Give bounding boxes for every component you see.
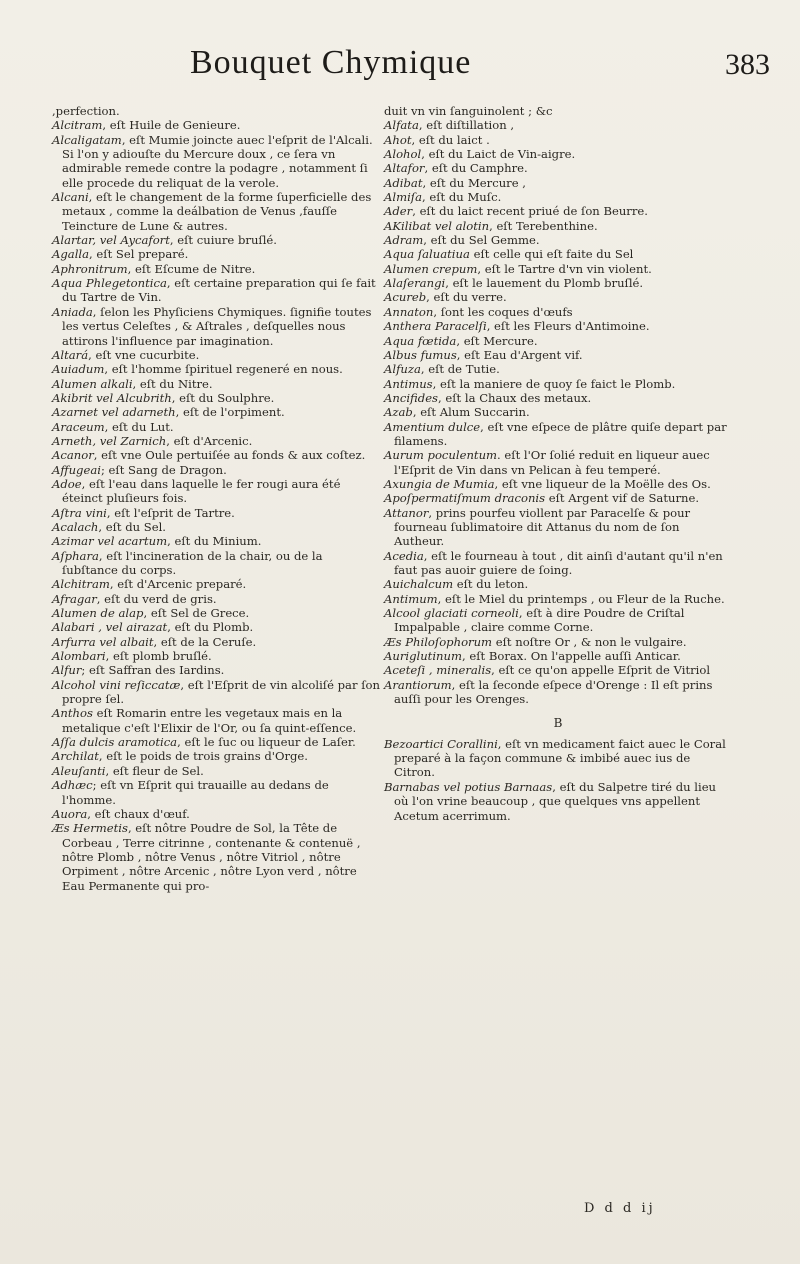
entry-term: AKilibat vel alotin xyxy=(384,218,490,233)
glossary-entry xyxy=(384,262,732,276)
entry-term: Acureb xyxy=(384,290,427,305)
entry-definition: , eſt du Soulphre. xyxy=(171,390,275,405)
entry-definition: , eſt de la Ceruſe. xyxy=(153,634,257,649)
entry-definition: , eſt Alum Succarin. xyxy=(412,405,530,420)
entry-definition: ,perfection. xyxy=(52,104,120,118)
entry-definition: , eſt Borax. On l'appelle auſſi Anticar. xyxy=(461,649,681,664)
entry-definition: , eſt Sel de Grece. xyxy=(143,606,250,621)
entry-definition: , prins pourfeu viollent par Paracelſe & pour fourneau ſublimatoire dit Attanus du nom de ſon Autheur. xyxy=(394,505,691,549)
glossary-entry xyxy=(52,606,382,620)
glossary-entry xyxy=(384,190,732,204)
entry-definition: , eſt du Muſc. xyxy=(422,190,502,205)
glossary-entry xyxy=(384,176,732,190)
glossary-entry xyxy=(52,420,382,434)
glossary-entry xyxy=(384,606,732,635)
glossary-entry xyxy=(52,362,382,376)
entry-definition: , eſt plomb bruſlé. xyxy=(105,649,212,664)
glossary-entry xyxy=(384,319,732,333)
glossary-entry xyxy=(384,204,732,218)
entry-definition: , eſt du laict . xyxy=(411,132,490,147)
entry-term: Acedia xyxy=(384,548,424,563)
entry-term: Alumen alkali xyxy=(52,376,133,391)
entry-term: Adhæc xyxy=(52,778,93,793)
glossary-entry xyxy=(384,405,732,419)
entry-term: Adram xyxy=(384,233,424,248)
entry-definition: , eſt le Miel du printemps , ou Fleur de la Ruche. xyxy=(437,591,725,606)
entry-term: Araceum xyxy=(52,419,105,434)
entry-term: Aleuſanti xyxy=(52,763,106,778)
glossary-entry xyxy=(384,506,732,549)
entry-definition: , eſt du Camphre. xyxy=(424,161,528,176)
glossary-entry xyxy=(384,219,732,233)
entry-term: Ancifides xyxy=(384,390,439,405)
entry-definition: , eſt chaux d'œuf. xyxy=(87,806,190,821)
entry-definition: , eſt du laict recent priué de ſon Beurre. xyxy=(412,204,648,219)
entry-definition: , eſt vne cucurbite. xyxy=(88,347,200,362)
glossary-entry xyxy=(384,477,732,491)
entry-term: Aqua Phlegetontica xyxy=(52,276,167,291)
left-column xyxy=(52,104,382,893)
entry-definition: , eſt du Laict de Vin-aigre. xyxy=(421,147,576,162)
entry-definition: , eſt le lauement du Plomb bruſlé. xyxy=(445,276,644,291)
entry-term: Alcani xyxy=(52,190,89,205)
entry-definition: , eſt le ſuc ou liqueur de Laſer. xyxy=(177,735,356,750)
glossary-entry xyxy=(52,133,382,190)
entry-definition: , eſt le poids de trois grains d'Orge. xyxy=(98,749,308,764)
glossary-entry xyxy=(52,649,382,663)
entry-definition: , eſt Eau d'Argent vif. xyxy=(456,347,583,362)
glossary-entry xyxy=(384,348,732,362)
entry-term: Attanor xyxy=(384,505,429,520)
entry-term: Aſphara xyxy=(52,548,99,563)
entry-term: Alcitram xyxy=(52,118,103,133)
entry-definition: eſt Romarin entre les vegetaux mais en la metalique c'eſt l'Elixir de l'Or, ou ſa quint-eſſence. xyxy=(62,706,357,735)
entry-term: Apoſpermatiſmum draconis xyxy=(384,491,546,506)
glossary-entry xyxy=(52,377,382,391)
entry-definition: , eſt du verd de gris. xyxy=(96,591,217,606)
glossary-entry xyxy=(52,463,382,477)
glossary-entry xyxy=(52,190,382,233)
glossary-entry xyxy=(52,391,382,405)
glossary-entry xyxy=(52,506,382,520)
entry-definition: , eſt certaine preparation qui ſe fait du Tartre de Vin. xyxy=(62,276,376,305)
entry-term: Afragar xyxy=(52,591,97,606)
glossary-entry xyxy=(384,147,732,161)
glossary-entry xyxy=(384,635,732,649)
entry-term: Acalach xyxy=(52,519,99,534)
glossary-entry xyxy=(52,305,382,348)
glossary-entry xyxy=(52,104,382,118)
entry-definition: , eſt du Nitre. xyxy=(132,376,213,391)
entry-term: Alabari , vel airazat xyxy=(52,620,168,635)
entry-term: Almiſa xyxy=(384,190,422,205)
entry-term: Alcool glaciati corneoli xyxy=(384,606,519,621)
entry-definition: , eſt fleur de Sel. xyxy=(105,763,204,778)
entry-definition: , eſt nôtre Poudre de Sol, la Tête de Corbeau , Terre citrinne , contenante & contenuë , nôtre Plomb , nôtre Venus , nôtre Vitriol , nôtre Orpiment , nôtre Arcenic , nôtre Lyon verd , nôtre Eau Permanente qui pro- xyxy=(62,821,361,893)
glossary-entry xyxy=(52,764,382,778)
entry-term: Aſſa dulcis aramotica xyxy=(52,735,178,750)
entry-definition: , eſt le changement de la forme ſuperficielle des metaux , comme la deálbation de Venus ,fauſſe Teincture de Lune & autres. xyxy=(62,190,372,233)
entry-definition: , eſt l'Eſprit de vin alcoliſé par ſon propre ſel. xyxy=(62,677,380,707)
entry-term: Auiadum xyxy=(52,362,105,377)
entry-term: Anthos xyxy=(52,706,93,721)
glossary-entry xyxy=(52,233,382,247)
entry-definition: , eſt vne eſpece de plâtre quiſe depart par filamens. xyxy=(394,419,727,448)
glossary-entry xyxy=(52,549,382,578)
entry-definition: , eſt la Chaux des metaux. xyxy=(438,390,592,405)
entry-definition: , eſt du verre. xyxy=(426,290,507,305)
glossary-entry xyxy=(384,118,732,132)
glossary-entry xyxy=(384,420,732,449)
entry-term: Auriglutinum xyxy=(384,649,462,664)
glossary-entry xyxy=(52,706,382,735)
running-head: Bouquet Chymique xyxy=(190,44,472,81)
entry-term: Anthera Paracelſi xyxy=(384,319,487,334)
entry-term: Arantiorum xyxy=(384,677,452,692)
glossary-entry xyxy=(52,405,382,419)
glossary-entry xyxy=(384,233,732,247)
entry-definition: , eſt Sel preparé. xyxy=(89,247,189,262)
entry-term: Adoe xyxy=(52,476,82,491)
glossary-entry xyxy=(384,491,732,505)
glossary-entry xyxy=(52,807,382,821)
entry-definition: , eſt du Sel Gemme. xyxy=(423,233,540,248)
glossary-entry xyxy=(52,778,382,807)
entry-definition: , eſt de Tutie. xyxy=(420,362,500,377)
entry-definition: , eſt Eſcume de Nitre. xyxy=(127,261,256,276)
glossary-entry xyxy=(52,477,382,506)
glossary-entry xyxy=(384,334,732,348)
entry-term: Akibrit vel Alcubrith xyxy=(52,390,172,405)
entry-term: Æs Philoſophorum xyxy=(384,634,493,649)
glossary-entry xyxy=(384,104,732,118)
entry-definition: , eſt l'homme ſpirituel regeneré en nous. xyxy=(104,362,343,377)
entry-definition: ; eſt Sang de Dragon. xyxy=(100,462,227,477)
glossary-entry xyxy=(384,247,732,261)
entry-definition: , eſt vne Oule pertuiſée au fonds & aux coſtez. xyxy=(93,448,366,463)
glossary-entry xyxy=(384,290,732,304)
entry-definition: , eſt à dire Poudre de Criſtal Impalpable , claire comme Corne. xyxy=(394,606,685,635)
entry-term: Auora xyxy=(52,806,88,821)
entry-definition: eſt celle qui eſt faite du Sel xyxy=(469,247,634,262)
entry-definition: , eſt Mumie joincte auec l'eſprit de l'Alcali. Si l'on y adiouſte du Mercure doux , ce ſera vn admirable remede contre la podagre , notamment ſi elle procede du reliquat de la verole. xyxy=(62,132,373,190)
entry-term: Alfata xyxy=(384,118,419,133)
glossary-entry xyxy=(52,749,382,763)
entry-term: Ahot xyxy=(384,132,412,147)
glossary-entry xyxy=(52,262,382,276)
entry-term: Alcohol vini reſiccatæ xyxy=(52,677,181,692)
entry-term: Amentium dulce xyxy=(384,419,481,434)
entry-term: Azimar vel acartum xyxy=(52,534,168,549)
entry-definition: , eſt ce qu'on appelle Eſprit de Vitriol xyxy=(491,663,711,678)
page-header xyxy=(190,44,790,100)
glossary-entry xyxy=(384,133,732,147)
entry-definition: , eſt Terebenthine. xyxy=(489,218,598,233)
glossary-entry xyxy=(384,780,732,823)
entry-term: Adibat xyxy=(384,175,423,190)
entry-definition: , eſt de l'orpiment. xyxy=(175,405,285,420)
entry-term: Antimus xyxy=(384,376,433,391)
entry-term: Alfuza xyxy=(384,362,421,377)
entry-term: Aniada xyxy=(52,304,93,319)
entry-definition: , eſt du Salpetre tiré du lieu où l'on vrine beaucoup , que quelques vns appellent Acetum acerrimum. xyxy=(394,779,717,823)
glossary-entry xyxy=(52,520,382,534)
glossary-entry xyxy=(384,391,732,405)
entry-definition: , eſt d'Arcenic. xyxy=(166,433,253,448)
glossary-entry xyxy=(52,635,382,649)
glossary-entry xyxy=(52,434,382,448)
glossary-entry xyxy=(384,592,732,606)
entry-definition: ; eſt vn Eſprit qui trauaille au dedans de l'homme. xyxy=(62,778,329,807)
entry-definition: eſt du leton. xyxy=(453,577,529,592)
glossary-entry xyxy=(384,663,732,677)
glossary-entry xyxy=(52,577,382,591)
entry-term: Bezoartici Corallini xyxy=(384,736,498,751)
entry-definition: , eſt vn medicament faict auec le Coral preparé à la façon commune & imbibé auec ius de Citron. xyxy=(394,736,726,780)
glossary-entry xyxy=(52,247,382,261)
entry-definition: , eſt du Minium. xyxy=(167,534,262,549)
entry-definition: ; eſt Saffran des Iardins. xyxy=(81,663,225,678)
entry-term: Alfur xyxy=(52,663,82,678)
entry-term: Aqua ſaluatiua xyxy=(384,247,470,262)
glossary-entry xyxy=(52,620,382,634)
entry-term: Affugeai xyxy=(52,462,101,477)
entry-term: Aceteſi , mineralis xyxy=(384,663,492,678)
entry-definition: , eſt diſtillation , xyxy=(418,118,515,133)
entry-definition: eſt Argent vif de Saturne. xyxy=(545,491,700,506)
entry-term: Alaſerangi xyxy=(384,276,446,291)
entry-term: Alumen crepum xyxy=(384,261,478,276)
entry-definition: , eſt du Lut. xyxy=(104,419,174,434)
section-letter: B xyxy=(553,716,563,731)
entry-term: Azab xyxy=(384,405,413,420)
entry-term: Altafor xyxy=(384,161,425,176)
entry-term: Alombari xyxy=(52,649,106,664)
entry-term: Aqua fœtida xyxy=(384,333,457,348)
entry-term: Altará xyxy=(52,347,89,362)
entry-term: Æs Hermetis xyxy=(52,821,128,836)
entry-definition: . eſt l'Or ſolié reduit en liqueur auec l'Eſprit de Vin dans vn Pelican à feu temperé. xyxy=(394,448,710,477)
entry-term: Axungia de Mumia xyxy=(384,476,495,491)
entry-term: Annaton xyxy=(384,304,434,319)
glossary-entry xyxy=(384,377,732,391)
entry-term: Ader xyxy=(384,204,413,219)
entry-definition: , eſt cuiure bruſlé. xyxy=(169,233,277,248)
glossary-entry xyxy=(384,737,732,780)
entry-term: Aphronitrum xyxy=(52,261,128,276)
glossary-entry xyxy=(52,448,382,462)
glossary-entry xyxy=(52,678,382,707)
glossary-entry xyxy=(384,577,732,591)
glossary-entry xyxy=(384,161,732,175)
right-column xyxy=(384,104,732,823)
entry-definition: duit vn vin ſanguinolent ; &c xyxy=(384,104,553,118)
entry-term: Agalla xyxy=(52,247,90,262)
entry-definition: , eſt la maniere de quoy ſe faict le Plomb. xyxy=(432,376,676,391)
entry-definition: , eſt l'eſprit de Tartre. xyxy=(106,505,235,520)
entry-term: Alartar, vel Aycafort xyxy=(52,233,170,248)
glossary-entry xyxy=(384,362,732,376)
entry-definition: , eſt le fourneau à tout , dit ainſi d'autant qu'il n'en faut pas auoir guiere de ſoing. xyxy=(394,548,723,577)
page-number: 383 xyxy=(725,48,770,81)
glossary-entry xyxy=(52,348,382,362)
glossary-entry xyxy=(52,663,382,677)
signature-mark: D d d ij xyxy=(584,1201,656,1216)
glossary-entry xyxy=(384,276,732,290)
entry-term: Alohol xyxy=(384,147,422,162)
entry-definition: , eſt l'eau dans laquelle le fer rougi aura été éteinct pluſieurs fois. xyxy=(62,476,341,506)
glossary-entry xyxy=(52,821,382,893)
entry-term: Aſtra vini xyxy=(52,505,107,520)
entry-definition: , eſt le Tartre d'vn vin violent. xyxy=(477,261,652,276)
entry-definition: , eſt la ſeconde eſpece d'Orenge : Il eſt prins auſſi pour les Orenges. xyxy=(394,677,713,707)
entry-term: Alcaligatam xyxy=(52,132,122,147)
entry-term: Alchitram xyxy=(52,577,110,592)
glossary-entry xyxy=(52,276,382,305)
entry-term: Arfurra vel albait xyxy=(52,634,154,649)
entry-definition: , ſont les coques d'œufs xyxy=(433,304,573,319)
entry-term: Archilat xyxy=(52,749,99,764)
entry-term: Acanor xyxy=(52,448,94,463)
glossary-entry xyxy=(52,534,382,548)
glossary-entry xyxy=(52,118,382,132)
entry-definition: , eſt l'incineration de la chair, ou de la ſubſtance du corps. xyxy=(62,548,323,577)
glossary-entry xyxy=(384,305,732,319)
entry-definition: , eſt les Fleurs d'Antimoine. xyxy=(486,319,650,334)
entry-definition: , eſt d'Arcenic preparé. xyxy=(109,577,247,592)
entry-term: Aurum poculentum xyxy=(384,448,498,463)
entry-definition: , eſt du Mercure , xyxy=(422,175,526,190)
entry-definition: eſt noſtre Or , & non le vulgaire. xyxy=(492,634,687,649)
glossary-entry xyxy=(384,549,732,578)
entry-definition: , eſt Huile de Genieure. xyxy=(102,118,241,133)
entry-term: Arneth, vel Zarnich xyxy=(52,433,167,448)
glossary-entry xyxy=(384,678,732,707)
glossary-entry xyxy=(52,592,382,606)
glossary-entry xyxy=(384,649,732,663)
glossary-entry xyxy=(52,735,382,749)
entry-term: Auichalcum xyxy=(384,577,454,592)
entry-definition: , eſt du Sel. xyxy=(98,519,166,534)
entry-term: Albus fumus xyxy=(384,347,457,362)
entry-term: Alumen de alap xyxy=(52,606,144,621)
entry-term: Azarnet vel adarneth xyxy=(52,405,176,420)
entry-term: Antimum xyxy=(384,591,438,606)
entry-definition: , eſt du Plomb. xyxy=(167,620,254,635)
glossary-entry xyxy=(384,448,732,477)
entry-definition: , ſelon les Phyſiciens Chymiques. ſignifie toutes les vertus Celeſtes , & Aſtrales , deſquelles nous attirons l'influence par imagination. xyxy=(62,304,372,348)
entry-term: Barnabas vel potius Barnaas xyxy=(384,779,553,794)
entry-definition: , eſt Mercure. xyxy=(456,333,538,348)
entry-definition: , eſt vne liqueur de la Moëlle des Os. xyxy=(494,476,711,491)
